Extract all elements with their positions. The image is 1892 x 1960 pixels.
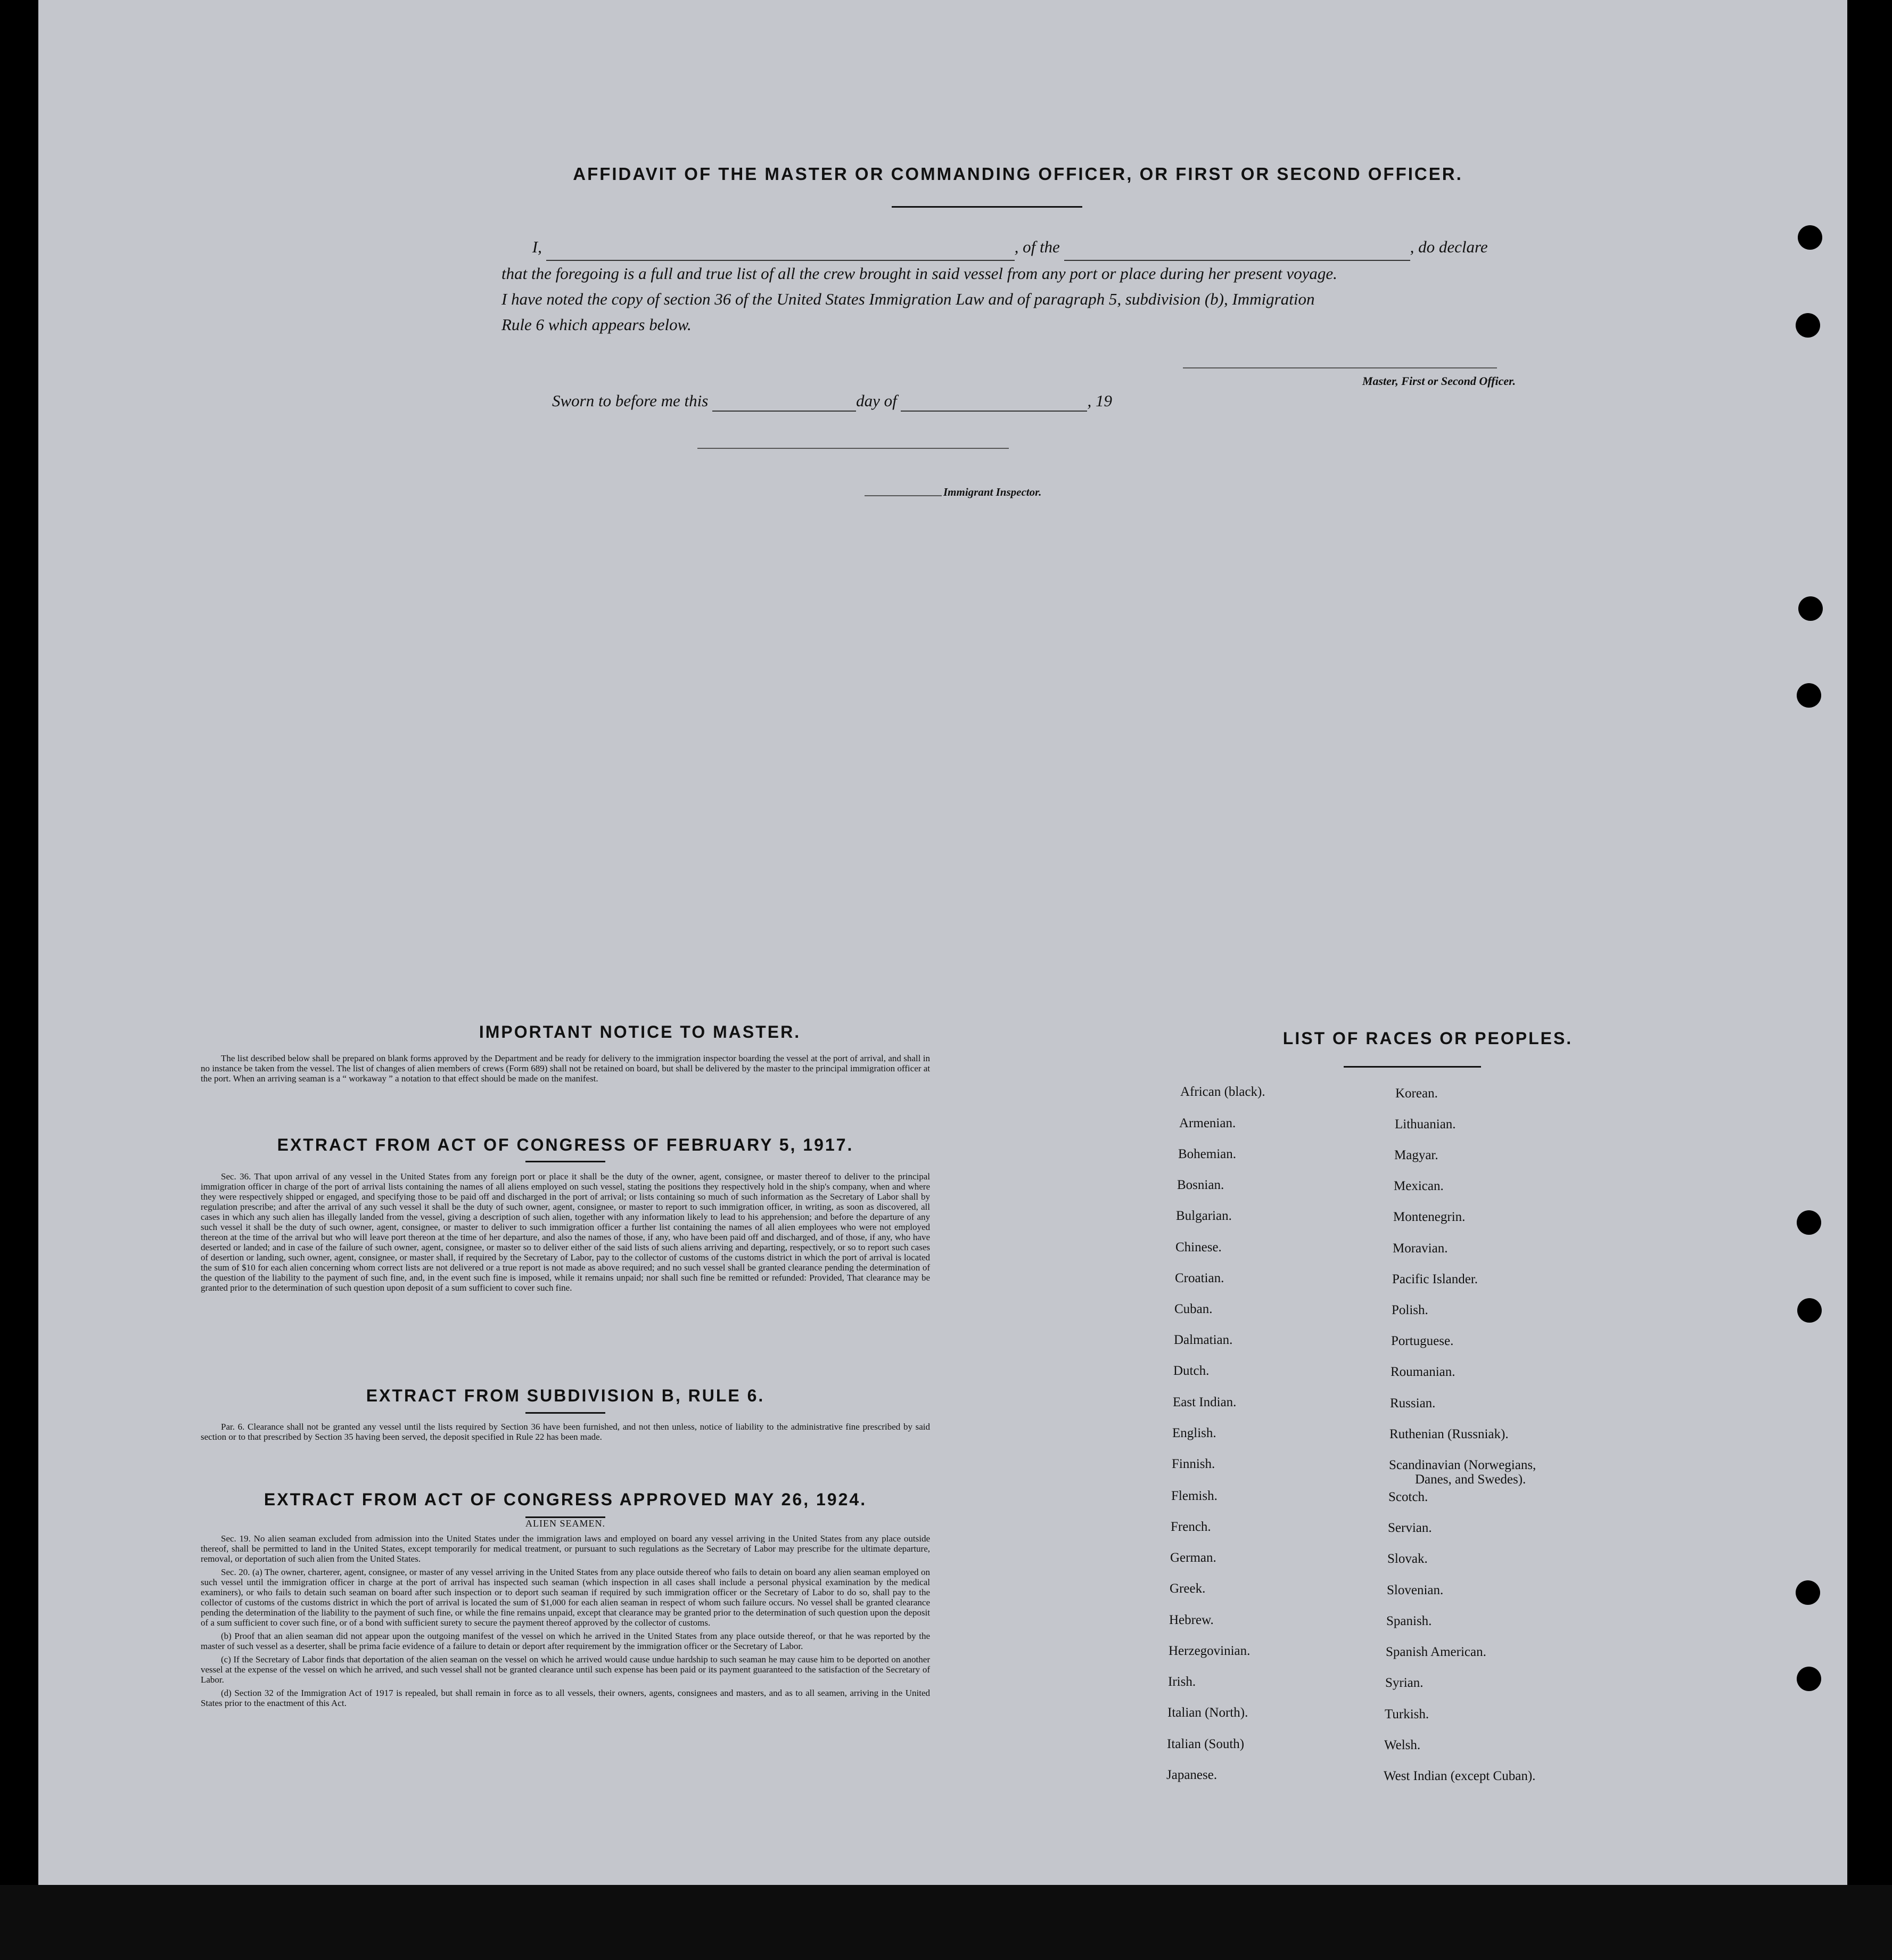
extract1-rule <box>525 1161 605 1162</box>
race-right-item: Scotch. <box>1388 1490 1428 1504</box>
section-20c-text: (c) If the Secretary of Labor finds that deportation of the alien seaman on the vessel on which he arrived would cause undue hardship to such seaman he may cause him to be deported on another vessel at the expense of the vessel on which he arrived, and such vessel shall not be granted clearance until such expense has been paid or its payment guaranteed to the satisfaction of the Secretary of Labor. <box>201 1654 930 1685</box>
sworn-day-of: day of <box>856 391 897 410</box>
affidavit-line-3: I have noted the copy of section 36 of the United States Immigration Law and of paragraph 5, subdivision (b), Immigration <box>501 290 1315 308</box>
race-right-item: Pacific Islander. <box>1392 1272 1478 1286</box>
race-left-item: Dutch. <box>1173 1364 1210 1378</box>
race-right-item: Lithuanian. <box>1395 1117 1456 1131</box>
section-20a-text: Sec. 20. (a) The owner, charterer, agent, consignee, or master of any vessel arriving in the United States from any place outside thereof who fails to detain on board any alien seaman employed on such vessel until the immigration officer in charge at the port of arrival has inspected such seaman (which inspection in all cases shall include a personal physical examination by the medical examiners), or who fails to detain such seaman on board after such inspection or to deport such seaman if required by such immigration officer or the Secretary of Labor to do so, shall pay to the collector of customs of the customs district in which the port of arrival is located the sum of $1,000 for each alien seaman in respect of whom such failure occurs. No vessel shall be granted clearance pending the determination of the liability to the payment of such fine, or while the fine remains unpaid, except that clearance may be granted prior to the determination of such question upon the deposit of a sum sufficient to cover such fine, or of a bond with sufficient surety to secure the payment thereof approved by the collector of customs. <box>201 1567 930 1628</box>
punch-hole <box>1796 1580 1820 1605</box>
race-right-item: Slovenian. <box>1387 1583 1444 1597</box>
race-left-item: English. <box>1172 1426 1216 1440</box>
race-right-item: Spanish American. <box>1386 1645 1486 1659</box>
race-right-item: Montenegrin. <box>1393 1210 1466 1224</box>
race-right-item: Welsh. <box>1384 1738 1421 1752</box>
section-19-text: Sec. 19. No alien seaman excluded from admission into the United States under the immigration laws and employed on board any vessel arriving in the United States from any place outside thereof, shall be permitted to land in the United States, except temporarily for medical treatment, or pursuant to such regulations as the Secretary of Labor may prescribe for the ultimate departure, removal, or deportation of such alien from the United States. <box>201 1533 930 1564</box>
race-left-item: Cuban. <box>1174 1302 1213 1316</box>
race-right-item: Magyar. <box>1394 1148 1438 1162</box>
race-right-item: Scandinavian (Norwegians, <box>1389 1458 1536 1472</box>
officer-name-field[interactable] <box>546 234 1015 261</box>
race-left-item: Croatian. <box>1175 1271 1224 1285</box>
extract3-title: EXTRACT FROM ACT OF CONGRESS APPROVED MAY 26, 1924. <box>264 1490 867 1509</box>
affidavit-statement <box>501 234 1526 338</box>
race-left-item: Finnish. <box>1172 1457 1215 1471</box>
race-right-item: Moravian. <box>1393 1241 1448 1256</box>
race-right-item: West Indian (except Cuban). <box>1384 1769 1536 1783</box>
race-left-item: Greek. <box>1170 1581 1206 1596</box>
race-right-item: Spanish. <box>1386 1614 1432 1628</box>
inspector-caption: Immigrant Inspector. <box>943 486 1042 498</box>
race-left-item: Bohemian. <box>1178 1147 1237 1161</box>
affidavit-do-declare: , do declare <box>1410 237 1488 256</box>
extract1-title: EXTRACT FROM ACT OF CONGRESS OF FEBRUARY 5, 1917. <box>277 1135 854 1154</box>
race-left-item: Bulgarian. <box>1176 1209 1232 1223</box>
affidavit-title: AFFIDAVIT OF THE MASTER OR COMMANDING OFFICER, OR FIRST OR SECOND OFFICER. <box>573 164 1463 184</box>
extract3-body <box>201 1533 930 1711</box>
races-title: LIST OF RACES OR PEOPLES. <box>1282 1029 1573 1048</box>
race-left-item: African (black). <box>1180 1085 1265 1099</box>
punch-hole <box>1797 1210 1821 1235</box>
affidavit-i: I, <box>532 237 542 256</box>
punch-hole <box>1797 1667 1821 1691</box>
race-right-item: Portuguese. <box>1391 1334 1454 1348</box>
race-right-item: Mexican. <box>1394 1179 1444 1193</box>
extract1-body <box>201 1171 930 1296</box>
race-right-item: Ruthenian (Russniak). <box>1389 1427 1509 1441</box>
punch-hole <box>1798 596 1823 621</box>
extract3-subtitle: ALIEN SEAMEN. <box>525 1518 605 1529</box>
notice-body <box>201 1053 930 1087</box>
race-right-item: Danes, and Swedes). <box>1415 1472 1526 1487</box>
race-left-item: Italian (North). <box>1167 1705 1248 1720</box>
race-left-item: German. <box>1170 1551 1216 1565</box>
races-title-rule <box>1344 1066 1481 1068</box>
section-20b-text: (b) Proof that an alien seaman did not appear upon the outgoing manifest of the vessel on which he arrived in the United States from any place outside thereof, or that he was reported by the master of such vessel as a deserter, shall be prima facie evidence of a failure to detain or deport after requirement by the immigration officer or the Secretary of Labor. <box>201 1631 930 1651</box>
race-right-item: Turkish. <box>1385 1707 1429 1721</box>
sworn-prefix: Sworn to before me this <box>552 391 709 410</box>
race-right-item: Syrian. <box>1385 1676 1424 1690</box>
race-left-item: Chinese. <box>1175 1240 1222 1254</box>
punch-hole <box>1798 225 1822 250</box>
punch-hole <box>1797 1298 1822 1323</box>
race-right-item: Polish. <box>1392 1303 1428 1317</box>
inspector-short-line <box>865 495 942 496</box>
race-left-item: Italian (South) <box>1167 1737 1245 1751</box>
race-left-item: Bosnian. <box>1177 1178 1224 1192</box>
race-left-item: Hebrew. <box>1169 1613 1214 1627</box>
notice-paragraph: The list described below shall be prepared on blank forms approved by the Department and be ready for delivery to the immigration inspector boarding the vessel at the port of arrival, and shall in no instance be taken from the vessel. The list of changes of alien members of crews (Form 689) shall not be retained on board, but shall be delivered by the master to the principal immigration officer at the port. When an arriving seaman is a “ workaway ” a notation to that effect should be made on the manifest. <box>201 1053 930 1084</box>
title-rule <box>892 206 1082 208</box>
punch-hole <box>1797 683 1821 708</box>
sworn-statement <box>552 391 1191 412</box>
race-left-item: Armenian. <box>1179 1116 1236 1130</box>
race-right-item: Slovak. <box>1387 1552 1428 1566</box>
section-20d-text: (d) Section 32 of the Immigration Act of 1917 is repealed, but shall remain in force as to all vessels, their owners, agents, consignees and masters, and as to all seamen, arriving in the United States prior to the enactment of this Act. <box>201 1688 930 1708</box>
race-right-item: Servian. <box>1388 1521 1432 1535</box>
affidavit-line-4: Rule 6 which appears below. <box>501 315 692 334</box>
race-left-item: French. <box>1171 1520 1211 1534</box>
race-left-item: Herzegovinian. <box>1169 1644 1251 1658</box>
notice-title: IMPORTANT NOTICE TO MASTER. <box>479 1022 801 1041</box>
race-right-item: Korean. <box>1395 1086 1438 1101</box>
race-right-item: Russian. <box>1390 1396 1436 1410</box>
race-left-item: Flemish. <box>1171 1489 1218 1503</box>
race-left-item: Irish. <box>1168 1675 1196 1689</box>
sworn-year-prefix: , 19 <box>1087 391 1112 410</box>
affidavit-line-2: that the foregoing is a full and true list of all the crew brought in said vessel from any port or place during her present voyage. <box>501 264 1337 283</box>
extract2-body <box>201 1422 930 1445</box>
race-left-item: Dalmatian. <box>1174 1333 1233 1347</box>
sworn-month-field[interactable] <box>901 391 1087 412</box>
punch-hole <box>1796 313 1820 338</box>
affidavit-of-the: , of the <box>1014 237 1060 256</box>
race-right-item: Roumanian. <box>1391 1365 1455 1379</box>
extract2-rule <box>525 1412 605 1414</box>
sworn-day-field[interactable] <box>712 391 856 412</box>
master-signature-caption: Master, First or Second Officer. <box>1362 374 1516 388</box>
vessel-name-field[interactable] <box>1064 234 1410 261</box>
master-signature-line[interactable] <box>1183 367 1497 368</box>
paragraph-6-text: Par. 6. Clearance shall not be granted any vessel until the lists required by Section 36 have been furnished, and not then unless, notice of liability to the administrative fine prescribed by said section or to that prescribed by Section 35 having been served, the deposit specified in Rule 22 has been made. <box>201 1422 930 1442</box>
scan-border <box>0 1885 1892 1960</box>
form-page <box>38 0 1847 1885</box>
extract2-title: EXTRACT FROM SUBDIVISION B, RULE 6. <box>366 1386 765 1405</box>
inspector-signature-line[interactable] <box>697 448 1009 449</box>
race-left-item: Japanese. <box>1166 1768 1218 1782</box>
race-left-item: East Indian. <box>1173 1395 1237 1409</box>
section-36-text: Sec. 36. That upon arrival of any vessel in the United States from any foreign port or place it shall be the duty of the owner, agent, consignee, or master thereof to deliver to the principal immigration officer in charge of the port of arrival lists containing the names of all aliens employed on such vessel, stating the positions they respectively hold in the ship's company, when and where they were respectively shipped or engaged, and specifying those to be paid off and discharged in the port of arrival; or lists containing so much of such information as the Secretary of Labor shall by regulation prescribe; and after the arrival of any such vessel it shall be the duty of such owner, agent, consignee, or master to report to such immigration officer, in writing, as soon as discovered, all cases in which any such alien has illegally landed from the vessel, giving a description of such alien, together with any information likely to lead to his apprehension; and before the departure of any such vessel it shall be the duty of such owner, agent, consignee, or master to deliver to such immigration officer a further list containing the names of all alien employees who were not employed thereon at the time of the arrival but who will leave port thereon at the time of her departure, and also the names of those, if any, who have been paid off and discharged, and of those, if any, who have deserted or landed; and in case of the failure of such owner, agent, consignee, or master so to deliver either of the said lists of such aliens arriving and departing, respectively, or so to report such cases of desertion or landing, such owner, agent, consignee, or master shall, if required by the Secretary of Labor, pay to the collector of customs of the customs district in which the port of arrival is located the sum of $10 for each alien concerning whom correct lists are not delivered or a true report is not made as above required; and no such vessel shall be granted clearance pending the determination of the question of the liability to the payment of such fine, and, in the event such fine is imposed, while it remains unpaid; nor shall such fine be remitted or refunded: Provided, That clearance may be granted prior to the determination of such question upon deposit of a sum sufficient to cover such fine. <box>201 1171 930 1293</box>
